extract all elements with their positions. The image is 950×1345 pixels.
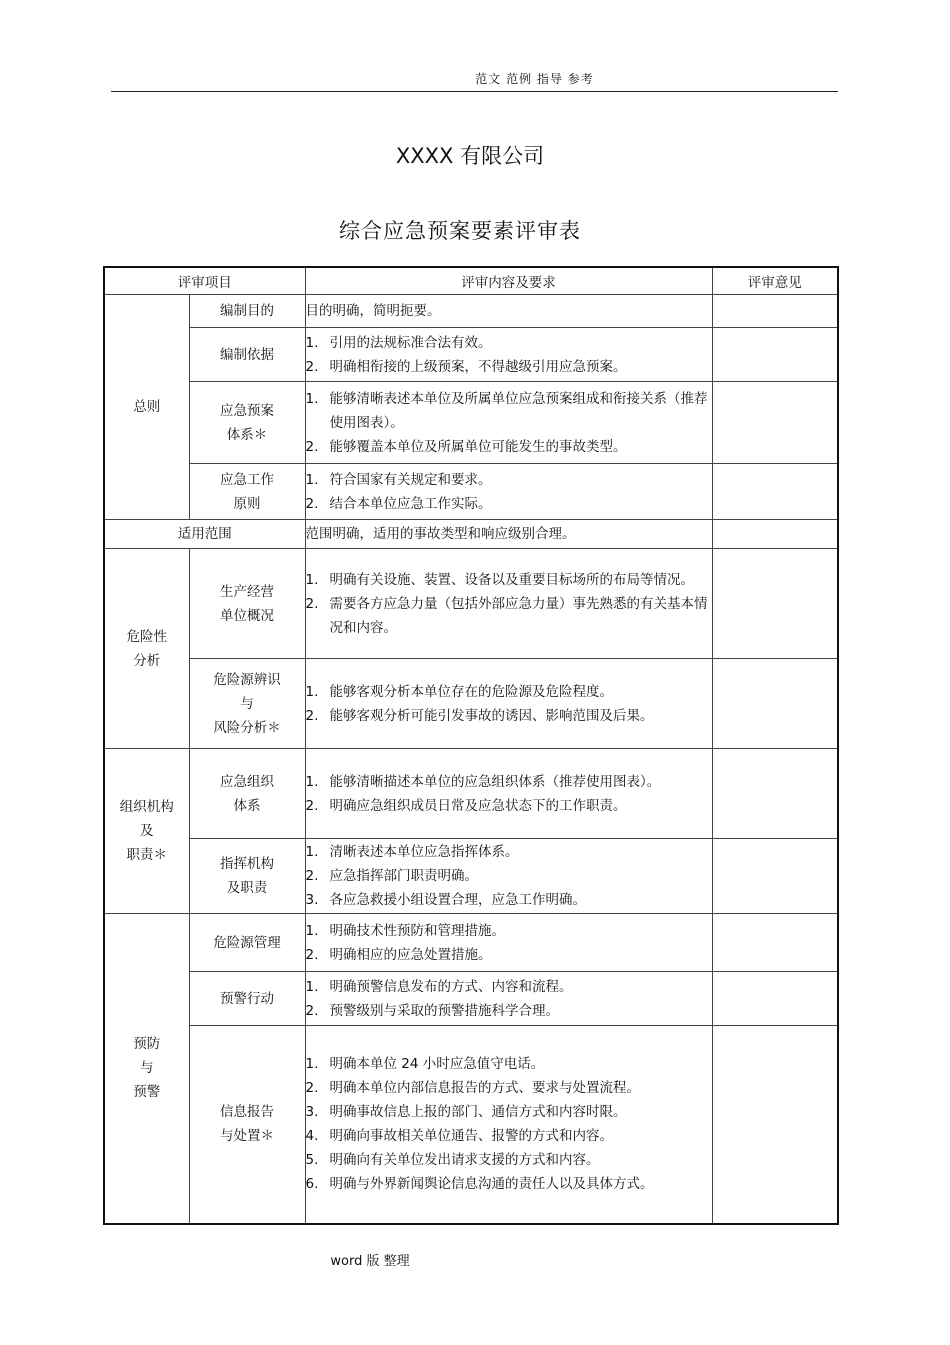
page-footer: word 版 整理 [330, 1254, 410, 1269]
requirement-cell [305, 1026, 712, 1224]
list-item: 1. 明确技术性预防和管理措施。 [305, 922, 505, 939]
list-item: 2. 应急指挥部门职责明确。 [305, 868, 478, 884]
sub-item: 危险源管理 [189, 914, 305, 972]
column-header-opinion: 评审意见 [712, 267, 838, 295]
table-row [104, 659, 838, 749]
table-row [104, 464, 838, 520]
sub-item: 指挥机构 及职责 [189, 839, 305, 914]
table-header-row [104, 267, 838, 295]
opinion-cell[interactable] [712, 972, 838, 1026]
opinion-cell[interactable] [712, 295, 838, 328]
column-header-content: 评审内容及要求 [305, 267, 712, 295]
list-item: 2. 结合本单位应急工作实际。 [305, 495, 492, 512]
requirement-cell [305, 328, 712, 382]
list-item: 1. 引用的法规标准合法有效。 [305, 334, 492, 351]
sub-item: 编制依据 [189, 328, 305, 382]
table-row [104, 914, 838, 972]
table-row [104, 520, 838, 549]
list-item: 1. 能够客观分析本单位存在的危险源及危险程度。 [305, 683, 613, 700]
requirement-cell [305, 914, 712, 972]
list-item: 1. 能够清晰表述本单位及所属单位应急预案组成和衔接关系（推荐使用图表）。 [305, 390, 708, 431]
sub-item: 危险源辨识 与 风险分析＊ [189, 659, 305, 749]
header-divider [111, 91, 838, 92]
requirement-cell [305, 659, 712, 749]
list-item: 1. 明确本单位 24 小时应急值守电话。 [305, 1056, 545, 1073]
category-prevention: 预防 与 预警 [104, 914, 189, 1224]
list-item: 2. 明确相衔接的上级预案，不得越级引用应急预案。 [305, 358, 627, 375]
opinion-cell[interactable] [712, 659, 838, 749]
list-item: 3. 各应急救援小组设置合理，应急工作明确。 [305, 892, 586, 908]
category-general: 总则 [104, 295, 189, 520]
review-table [103, 266, 839, 1225]
list-item: 6. 明确与外界新闻舆论信息沟通的责任人以及具体方式。 [305, 1176, 654, 1193]
requirement-cell: 目的明确，简明扼要。 [305, 295, 712, 328]
column-header-item: 评审项目 [104, 267, 305, 295]
table-row [104, 549, 838, 659]
list-item: 5. 明确向有关单位发出请求支援的方式和内容。 [305, 1152, 600, 1169]
sub-item: 应急组织 体系 [189, 749, 305, 839]
opinion-cell[interactable] [712, 464, 838, 520]
table-row [104, 839, 838, 914]
list-item: 2. 明确本单位内部信息报告的方式、要求与处置流程。 [305, 1080, 640, 1097]
opinion-cell[interactable] [712, 520, 838, 549]
opinion-cell[interactable] [712, 749, 838, 839]
opinion-cell[interactable] [712, 1026, 838, 1224]
list-item: 1. 能够清晰描述本单位的应急组织体系（推荐使用图表）。 [305, 773, 661, 790]
opinion-cell[interactable] [712, 382, 838, 464]
requirement-cell [305, 382, 712, 464]
opinion-cell[interactable] [712, 914, 838, 972]
list-item: 2. 能够覆盖本单位及所属单位可能发生的事故类型。 [305, 438, 627, 455]
list-item: 2. 明确相应的应急处置措施。 [305, 946, 492, 963]
list-item: 2. 预警级别与采取的预警措施科学合理。 [305, 1002, 559, 1019]
category-scope: 适用范围 [104, 520, 305, 549]
opinion-cell[interactable] [712, 839, 838, 914]
list-item: 1. 清晰表述本单位应急指挥体系。 [305, 844, 519, 860]
table-row [104, 295, 838, 328]
requirement-cell [305, 549, 712, 659]
sub-item: 信息报告 与处置＊ [189, 1026, 305, 1224]
list-item: 1. 明确预警信息发布的方式、内容和流程。 [305, 978, 573, 995]
category-hazard: 危险性 分析 [104, 549, 189, 749]
category-organization: 组织机构 及 职责＊ [104, 749, 189, 914]
sub-item: 应急预案 体系＊ [189, 382, 305, 464]
table-row [104, 328, 838, 382]
page-header: 范文 范例 指导 参考 [475, 72, 594, 86]
list-item: 2. 明确应急组织成员日常及应急状态下的工作职责。 [305, 797, 627, 814]
opinion-cell[interactable] [712, 549, 838, 659]
table-row [104, 1026, 838, 1224]
list-item: 4. 明确向事故相关单位通告、报警的方式和内容。 [305, 1128, 613, 1145]
company-title: XXXX 有限公司 [395, 144, 545, 168]
list-item: 2. 需要各方应急力量（包括外部应急力量）事先熟悉的有关基本情况和内容。 [305, 595, 708, 636]
opinion-cell[interactable] [712, 328, 838, 382]
list-item: 2. 能够客观分析可能引发事故的诱因、影响范围及后果。 [305, 707, 654, 724]
list-item: 1. 符合国家有关规定和要求。 [305, 471, 492, 488]
form-title: 综合应急预案要素评审表 [339, 219, 581, 243]
table-row [104, 749, 838, 839]
requirement-cell [305, 972, 712, 1026]
list-item: 3. 明确事故信息上报的部门、通信方式和内容时限。 [305, 1104, 627, 1121]
table-row [104, 382, 838, 464]
sub-item: 应急工作 原则 [189, 464, 305, 520]
requirement-cell [305, 839, 712, 914]
requirement-cell [305, 464, 712, 520]
table-row [104, 972, 838, 1026]
sub-item: 生产经营 单位概况 [189, 549, 305, 659]
sub-item: 预警行动 [189, 972, 305, 1026]
requirement-cell: 范围明确，适用的事故类型和响应级别合理。 [305, 520, 712, 549]
list-item: 1. 明确有关设施、装置、设备以及重要目标场所的布局等情况。 [305, 571, 694, 588]
sub-item: 编制目的 [189, 295, 305, 328]
requirement-cell [305, 749, 712, 839]
